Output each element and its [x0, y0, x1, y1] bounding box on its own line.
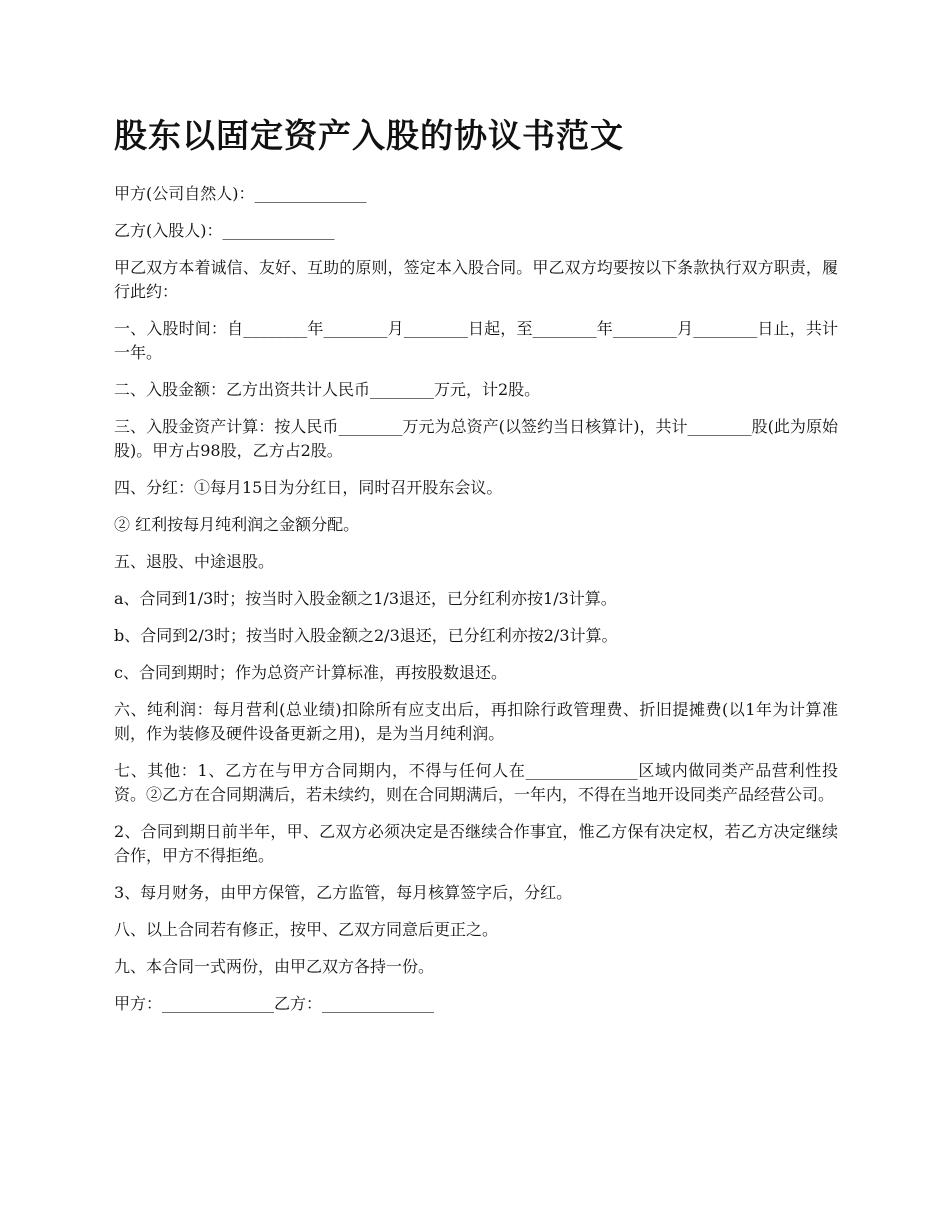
clause-6-profit: 六、纯利润：每月营利(总业绩)扣除所有应支出后，再扣除行政管理费、折旧提摊费(以1年为计算准则，作为装修及硬件设备更新之用)，是为当月纯利润。	[114, 700, 838, 743]
clause-4-dividend-2: ② 红利按每月纯利润之金额分配。	[114, 515, 360, 534]
signature-line: 甲方：______________乙方：______________	[114, 994, 435, 1013]
clause-5-b: b、合同到2/3时；按当时入股金额之2/3退还，已分红利亦按2/3计算。	[114, 626, 618, 645]
clause-5-a: a、合同到1/3时；按当时入股金额之1/3退还，已分红利亦按1/3计算。	[114, 589, 617, 608]
preamble: 甲乙双方本着诚信、友好、互助的原则，签定本入股合同。甲乙双方均要按以下条款执行双方职责，履行此约：	[114, 258, 838, 301]
party-a-line: 甲方(公司自然人)：______________	[114, 184, 367, 203]
clause-1-time: 一、入股时间：自________年________月________日起，至________年________月________日止，共计一年。	[114, 319, 838, 362]
clause-2-amount: 二、入股金额：乙方出资共计人民币________万元，计2股。	[114, 380, 541, 399]
clause-5-c: c、合同到期时；作为总资产计算标准，再按股数退还。	[114, 663, 507, 682]
clause-7-3: 3、每月财务，由甲方保管，乙方监管，每月核算签字后，分红。	[114, 883, 573, 902]
clause-7-2: 2、合同到期日前半年，甲、乙双方必须决定是否继续合作事宜，惟乙方保有决定权，若乙方决定继续合作，甲方不得拒绝。	[114, 822, 838, 865]
document-title: 股东以固定资产入股的协议书范文	[114, 116, 624, 155]
clause-8-amend: 八、以上合同若有修正，按甲、乙双方同意后更正之。	[114, 920, 499, 939]
party-b-line: 乙方(入股人)：______________	[114, 221, 335, 240]
clause-3-asset: 三、入股金资产计算：按人民币________万元为总资产(以签约当日核算计)，共计________股(此为原始股)。甲方占98股，乙方占2股。	[114, 417, 838, 460]
clause-7-other: 七、其他：1、乙方在与甲方合同期内，不得与任何人在______________区域内做同类产品营利性投资。②乙方在合同期满后，若未续约，则在合同期满后，一年内，不得在当地开设同类产品经营公司。	[114, 761, 838, 804]
clause-4-dividend: 四、分红：①每月15日为分红日，同时召开股东会议。	[114, 478, 503, 497]
clause-5-withdraw: 五、退股、中途退股。	[114, 552, 275, 571]
clause-9-copies: 九、本合同一式两份，由甲乙双方各持一份。	[114, 957, 435, 976]
